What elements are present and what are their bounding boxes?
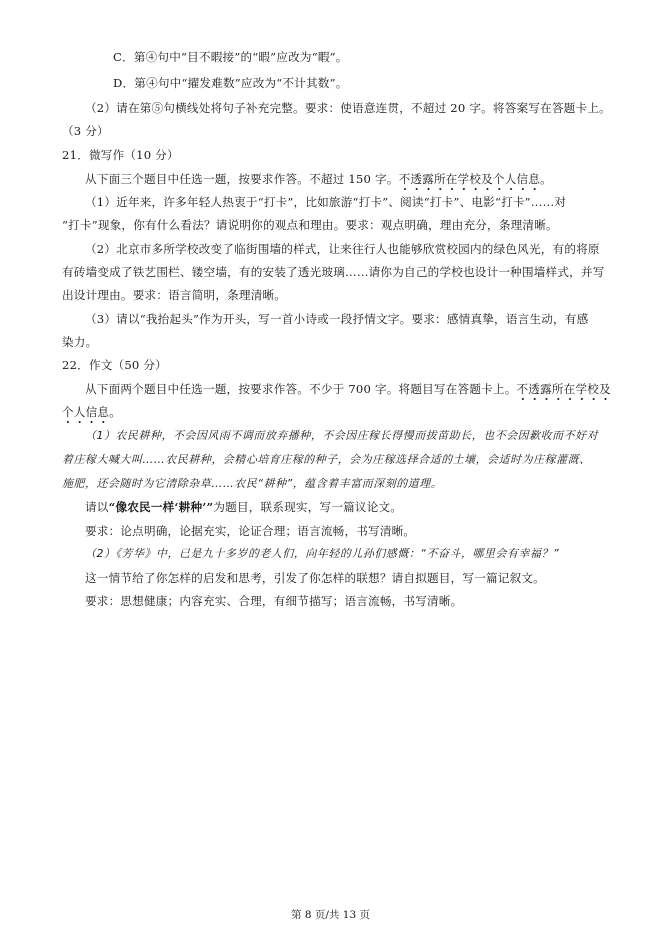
q22-topic1-line2: 着庄稼大喊大叫……农民耕种，会精心培育庄稼的种子，会为庄稼选择合适的土壤，会适时为庄稼灌溉、 [62, 453, 591, 466]
q22-topic1-line1: （1）农民耕种，不会因风雨不调而放弃播种，不会因庄稼长得慢而拔苗助长，也不会因歉收而不好对 [85, 429, 599, 442]
q21-p3-line1: （3）请以“我抬起头”作为开头，写一首小诗或一段抒情文字。要求：感情真挚，语言生动，有感 [85, 312, 589, 326]
q22-intro-line1: 从下面两个题目中任选一题，按要求作答。不少于 700 字。将题目写在答题卡上。不透露所在学校及 [85, 382, 611, 396]
q21-p3-line2: 染力。 [62, 335, 98, 349]
q22-topic1-line3: 施肥，还会随时为它清除杂草……农民“耕种”，蕴含着丰富而深刻的道理。 [62, 477, 443, 490]
page-footer: 第 8 页/共 13 页 [291, 909, 370, 921]
q21-p2-line3: 出设计理由。要求：语言简明，条理清晰。 [62, 288, 287, 302]
q22-topic2-requirement: 要求：思想健康；内容充实、合理，有细节描写；语言流畅，书写清晰。 [85, 594, 463, 608]
q20-option-c: C．第④句中“目不暇接”的“暇”应改为“睱”。 [113, 50, 348, 64]
q21-intro: 从下面三个题目中任选一题，按要求作答。不超过 150 字。不透露所在学校及个人信息。 [85, 172, 552, 186]
q21-p2-line2: 有砖墙变成了铁艺围栏、镂空墙，有的安装了透光玻璃……请你为自己的学校也设计一种围墙样式，并写 [62, 265, 605, 279]
q22-emphasis-dots: 不透露所在学校及 [516, 382, 611, 396]
q20-option-d: D．第④句中“擢发难数”应改为“不计其数”。 [113, 76, 348, 90]
q22-emphasis-dots-2: 个人信息 [62, 405, 110, 419]
q22-topic1-requirement: 要求：论点明确，论据充实，论证合理；语言流畅，书写清晰。 [85, 524, 416, 538]
q22-topic2-line2: 这一情节给了你怎样的启发和思考，引发了你怎样的联想？请自拟题目，写一篇记叙文。 [85, 571, 545, 585]
q20-sub2-line2: （3 分） [62, 124, 109, 138]
q21-emphasis-dots: 不透露所在学校及个人信息 [398, 172, 541, 186]
q20-sub2-line1: （2）请在第⑤句横线处将句子补充完整。要求：使语意连贯，不超过 20 字。将答案写在答题卡上。 [85, 101, 611, 115]
q21-p1-line2: “打卡”现象，你有什么看法？请说明你的观点和理由。要求：观点明确，理由充分，条理清晰。 [62, 218, 558, 232]
q21-title: 21．微写作（10 分） [62, 148, 179, 162]
q22-intro-line2: 个人信息。 [62, 405, 121, 419]
q21-p1-line1: （1）近年来，许多年轻人热衷于“打卡”，比如旅游“打卡”、阅读“打卡”、电影“打卡”……对 [85, 195, 567, 209]
q22-topic2-line1: （2）《芳华》中，已是九十多岁的老人们，向年轻的儿孙们感慨：“不奋斗，哪里会有幸福？” [85, 547, 560, 560]
q21-p2-line1: （2）北京市多所学校改变了临街围墙的样式，让来往行人也能够欣赏校园内的绿色风光，有的将原 [85, 242, 600, 256]
q22-topic1-prompt: 请以“像农民一样‘耕种’”为题目，联系现实，写一篇议论文。 [85, 500, 403, 514]
q22-title: 22．作文（50 分） [62, 358, 167, 372]
q22-topic1-essay-title: “像农民一样‘耕种’” [108, 500, 214, 514]
